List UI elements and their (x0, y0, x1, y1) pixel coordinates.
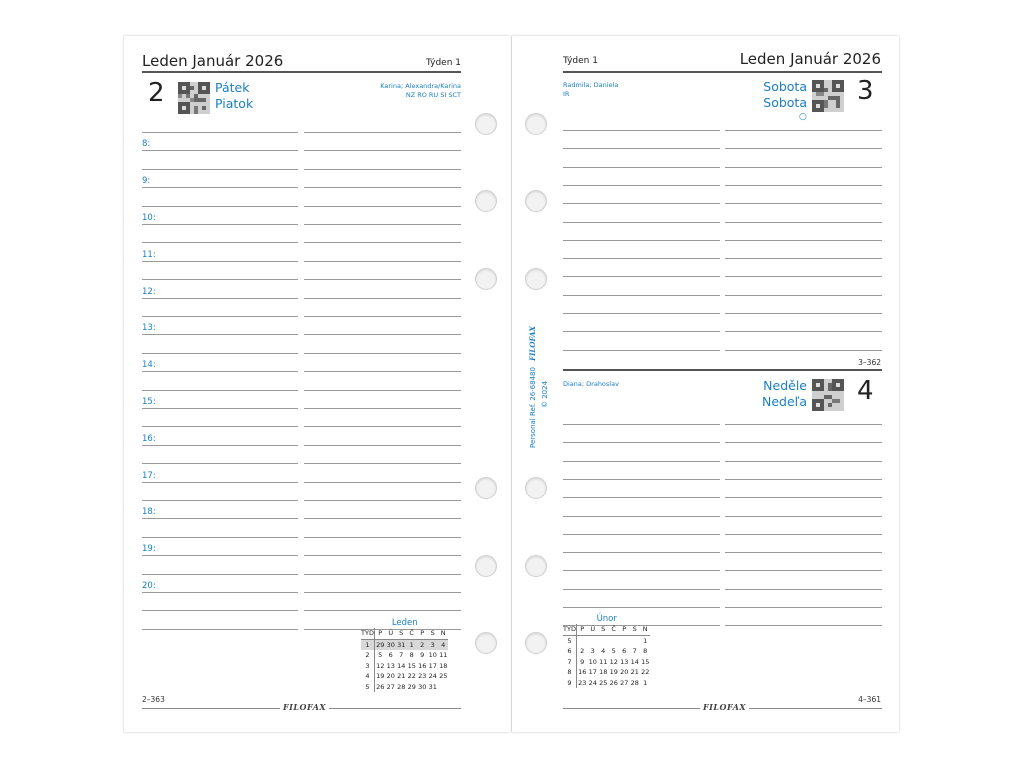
writing-line[interactable] (142, 242, 298, 243)
mini-calendar-day: 30 (418, 682, 427, 691)
name-days: Karina; Alexandra/Karina (380, 82, 461, 90)
hour-label: 8: (142, 139, 151, 149)
writing-line[interactable] (725, 130, 882, 131)
writing-line[interactable] (304, 463, 461, 464)
mini-calendar-day: 6 (388, 651, 393, 660)
mini-calendar-week: 8 (563, 667, 576, 678)
writing-line[interactable] (142, 426, 298, 427)
sunday-name-sk: Nedeľa (761, 394, 807, 409)
mini-calendar-week: 2 (361, 650, 374, 661)
mini-calendar-header: Ú (385, 628, 396, 639)
writing-line[interactable] (304, 445, 461, 446)
week-label: Týden 1 (426, 58, 461, 68)
writing-line[interactable] (304, 500, 461, 501)
writing-line[interactable] (304, 390, 461, 391)
writing-line[interactable] (725, 516, 882, 517)
mini-calendar-header: N (640, 624, 651, 635)
mini-calendar-day: 17 (588, 668, 597, 677)
mini-calendar-grid (563, 624, 650, 688)
mini-calendar-week: 7 (563, 657, 576, 668)
writing-line[interactable] (304, 555, 461, 556)
writing-line[interactable] (725, 276, 882, 277)
hour-label: 17: (142, 471, 156, 481)
writing-line[interactable] (563, 240, 720, 241)
mini-calendar-day (587, 635, 598, 646)
filofax-logo: FILOFAX (280, 702, 329, 712)
mini-calendar-week: 9 (563, 678, 576, 689)
spine-ref: Personal Ref. 26-68480 (529, 367, 537, 448)
mini-calendar-day: 24 (588, 678, 597, 687)
writing-line[interactable] (142, 150, 298, 151)
ring-hole (525, 555, 547, 577)
writing-line[interactable] (142, 132, 298, 133)
writing-line[interactable] (563, 276, 720, 277)
writing-line[interactable] (725, 424, 882, 425)
mini-calendar-day: 26 (376, 682, 385, 691)
writing-line[interactable] (304, 426, 461, 427)
writing-line[interactable] (563, 516, 720, 517)
writing-line[interactable] (142, 353, 298, 354)
mini-calendar-day (629, 635, 640, 646)
writing-line[interactable] (563, 479, 720, 480)
writing-line[interactable] (725, 552, 882, 553)
mini-calendar-header: S (427, 628, 438, 639)
writing-line[interactable] (563, 185, 720, 186)
writing-line[interactable] (725, 203, 882, 204)
mini-calendar-day: 28 (630, 678, 639, 687)
mini-calendar-day: 3 (590, 647, 595, 656)
writing-line[interactable] (142, 279, 298, 280)
ring-hole (475, 555, 497, 577)
writing-line[interactable] (304, 206, 461, 207)
mini-calendar-week: 3 (361, 661, 374, 672)
ring-hole (475, 190, 497, 212)
saturday-page-number: 3–362 (858, 358, 881, 367)
country-holidays: NZ RO RU SI SCT (405, 91, 461, 99)
mini-calendar-month: Únor (596, 614, 617, 624)
mini-calendar-day: 23 (418, 672, 427, 681)
left-page (124, 36, 511, 732)
writing-line[interactable] (563, 130, 720, 131)
mini-calendar-week: 4 (361, 671, 374, 682)
week-label: Týden 1 (563, 56, 598, 66)
mini-calendar-header: Č (406, 628, 417, 639)
day-separator-rule (563, 369, 882, 371)
qr-code-icon (178, 82, 210, 114)
writing-line[interactable] (725, 589, 882, 590)
mini-calendar-day: 1 (406, 639, 417, 650)
mini-calendar-day: 6 (622, 647, 627, 656)
writing-line[interactable] (304, 574, 461, 575)
ring-hole (525, 268, 547, 290)
mini-calendar-day: 26 (609, 678, 618, 687)
qr-code-icon (812, 379, 844, 411)
writing-line[interactable] (304, 150, 461, 151)
mini-calendar-day: 7 (632, 647, 637, 656)
writing-line[interactable] (725, 167, 882, 168)
header-rule (142, 71, 461, 73)
page-number: 2–363 (142, 695, 165, 704)
mini-calendar-day: 30 (386, 640, 395, 649)
mini-calendar-day: 15 (641, 657, 650, 666)
writing-line[interactable] (725, 258, 882, 259)
mini-calendar-day: 11 (599, 657, 608, 666)
writing-line[interactable] (304, 316, 461, 317)
mini-calendar-day: 24 (428, 672, 437, 681)
saturday-name-cz: Sobota (763, 79, 807, 94)
mini-calendar-day: 23 (578, 678, 587, 687)
sunday-day-number: 4 (857, 376, 874, 406)
mini-calendar-day: 19 (376, 672, 385, 681)
writing-line[interactable] (142, 500, 298, 501)
mini-calendar-day: 5 (378, 651, 383, 660)
writing-line[interactable] (142, 169, 298, 170)
spine-logo: FILOFAX (528, 326, 537, 361)
writing-line[interactable] (725, 222, 882, 223)
writing-line[interactable] (304, 224, 461, 225)
mini-calendar-day: 14 (630, 657, 639, 666)
mini-calendar-day: 11 (439, 651, 448, 660)
mini-calendar-day: 16 (418, 661, 427, 670)
writing-line[interactable] (142, 224, 298, 225)
saturday-name-sk: Sobota (763, 95, 807, 110)
mini-calendar-header: TÝD (563, 625, 576, 634)
spine-imprint (528, 326, 537, 448)
writing-line[interactable] (563, 461, 720, 462)
mini-calendar-day: 13 (386, 661, 395, 670)
mini-calendar-week: 5 (361, 682, 374, 693)
mini-calendar-day: 19 (609, 668, 618, 677)
writing-line[interactable] (142, 592, 298, 593)
writing-line[interactable] (142, 187, 298, 188)
writing-line[interactable] (142, 316, 298, 317)
writing-line[interactable] (142, 390, 298, 391)
mini-calendar-day (598, 635, 609, 646)
qr-code-icon (812, 80, 844, 112)
hour-label: 13: (142, 323, 156, 333)
writing-line[interactable] (563, 350, 720, 351)
writing-line[interactable] (725, 313, 882, 314)
writing-line[interactable] (304, 261, 461, 262)
writing-line[interactable] (563, 148, 720, 149)
day-number: 2 (148, 78, 165, 108)
writing-line[interactable] (304, 279, 461, 280)
hour-label: 15: (142, 397, 156, 407)
mini-calendar-february (563, 614, 650, 688)
hour-label: 14: (142, 360, 156, 370)
writing-line[interactable] (563, 497, 720, 498)
mini-calendar-day: 20 (386, 672, 395, 681)
ring-hole (475, 632, 497, 654)
mini-calendar-day: 1 (643, 636, 648, 645)
mini-calendar-day: 9 (420, 651, 425, 660)
ring-hole (475, 477, 497, 499)
mini-calendar-day: 4 (438, 639, 449, 650)
writing-line[interactable] (142, 261, 298, 262)
mini-calendar-week: 1 (361, 639, 374, 650)
writing-line[interactable] (563, 331, 720, 332)
writing-line[interactable] (725, 185, 882, 186)
mini-calendar-grid (361, 628, 448, 692)
mini-calendar-day: 12 (609, 657, 618, 666)
writing-line[interactable] (563, 222, 720, 223)
page-title: Leden Január 2026 (739, 50, 881, 68)
saturday-day-number: 3 (857, 76, 874, 106)
hour-label: 9: (142, 176, 151, 186)
mini-calendar-day: 21 (630, 668, 639, 677)
writing-line[interactable] (304, 242, 461, 243)
mini-calendar-day: 15 (407, 661, 416, 670)
writing-line[interactable] (304, 518, 461, 519)
hour-label: 16: (142, 434, 156, 444)
mini-calendar-day: 22 (641, 668, 650, 677)
writing-line[interactable] (725, 350, 882, 351)
mini-calendar-day: 16 (578, 668, 587, 677)
mini-calendar-day: 27 (620, 678, 629, 687)
mini-calendar-day (576, 635, 587, 646)
mini-calendar-day: 3 (427, 639, 438, 650)
mini-calendar-day: 17 (428, 661, 437, 670)
writing-line[interactable] (304, 132, 461, 133)
mini-calendar-day: 2 (417, 639, 428, 650)
mini-calendar-header: S (396, 628, 407, 639)
writing-line[interactable] (725, 461, 882, 462)
writing-line[interactable] (142, 445, 298, 446)
mini-calendar-day: 28 (397, 682, 406, 691)
sunday-name-days: Diana; Drahoslav (563, 380, 619, 388)
writing-line[interactable] (563, 424, 720, 425)
day-name-cz: Pátek (215, 80, 250, 95)
writing-line[interactable] (725, 479, 882, 480)
writing-line[interactable] (142, 206, 298, 207)
mini-calendar-day: 29 (407, 682, 416, 691)
writing-line[interactable] (563, 552, 720, 553)
mini-calendar-day: 10 (428, 651, 437, 660)
day-name-sk: Piatok (215, 96, 254, 111)
mini-calendar-day: 22 (407, 672, 416, 681)
ring-hole (525, 113, 547, 135)
mini-calendar-january (361, 618, 448, 692)
writing-line[interactable] (725, 570, 882, 571)
writing-line[interactable] (563, 258, 720, 259)
mini-calendar-day: 25 (599, 678, 608, 687)
writing-line[interactable] (563, 295, 720, 296)
writing-line[interactable] (725, 295, 882, 296)
writing-line[interactable] (725, 148, 882, 149)
saturday-name-days: Radmila; Daniela (563, 81, 619, 89)
right-page (512, 36, 899, 732)
mini-calendar-header: N (438, 628, 449, 639)
mini-calendar-header: P (374, 628, 385, 639)
hour-label: 19: (142, 544, 156, 554)
mini-calendar-day: 20 (620, 668, 629, 677)
mini-calendar-day: 2 (580, 647, 585, 656)
ring-hole (525, 477, 547, 499)
writing-line[interactable] (142, 371, 298, 372)
writing-line[interactable] (563, 570, 720, 571)
writing-line[interactable] (304, 353, 461, 354)
hour-label: 12: (142, 287, 156, 297)
writing-line[interactable] (142, 334, 298, 335)
writing-line[interactable] (563, 534, 720, 535)
mini-calendar-day: 10 (588, 657, 597, 666)
header-rule (563, 71, 882, 73)
writing-line[interactable] (563, 313, 720, 314)
mini-calendar-day: 8 (409, 651, 414, 660)
writing-line[interactable] (304, 169, 461, 170)
writing-line[interactable] (142, 298, 298, 299)
mini-calendar-day: 18 (599, 668, 608, 677)
mini-calendar-header: Ú (587, 624, 598, 635)
mini-calendar-week: 5 (563, 635, 576, 646)
page-title: Leden Január 2026 (142, 52, 284, 70)
mini-calendar-month: Leden (391, 618, 418, 628)
mini-calendar-day: 18 (439, 661, 448, 670)
hour-label: 11: (142, 250, 156, 260)
mini-calendar-header: S (629, 624, 640, 635)
writing-line[interactable] (304, 334, 461, 335)
writing-line[interactable] (725, 331, 882, 332)
writing-line[interactable] (304, 610, 461, 611)
mini-calendar-day: 13 (620, 657, 629, 666)
hour-label: 18: (142, 507, 156, 517)
mini-calendar-header: P (619, 624, 630, 635)
mini-calendar-day: 14 (397, 661, 406, 670)
writing-line[interactable] (725, 534, 882, 535)
moon-phase-icon: ○ (799, 112, 807, 122)
writing-line[interactable] (304, 371, 461, 372)
mini-calendar-day: 9 (580, 657, 585, 666)
ring-hole (525, 190, 547, 212)
writing-line[interactable] (304, 298, 461, 299)
mini-calendar-week: 6 (563, 646, 576, 657)
hour-label: 20: (142, 581, 156, 591)
mini-calendar-day: 5 (611, 647, 616, 656)
ring-hole (525, 632, 547, 654)
writing-line[interactable] (304, 592, 461, 593)
mini-calendar-day: 8 (643, 647, 648, 656)
writing-line[interactable] (304, 482, 461, 483)
writing-line[interactable] (142, 555, 298, 556)
writing-line[interactable] (563, 442, 720, 443)
writing-line[interactable] (725, 240, 882, 241)
mini-calendar-day: 12 (376, 661, 385, 670)
mini-calendar-header: Č (608, 624, 619, 635)
writing-line[interactable] (563, 589, 720, 590)
mini-calendar-day (619, 635, 630, 646)
page-number: 4–361 (858, 695, 881, 704)
mini-calendar-day: 4 (601, 647, 606, 656)
mini-calendar-header: P (576, 624, 587, 635)
ring-hole (475, 113, 497, 135)
writing-line[interactable] (142, 463, 298, 464)
mini-calendar-day: 27 (386, 682, 395, 691)
writing-line[interactable] (725, 607, 882, 608)
mini-calendar-header: S (598, 624, 609, 635)
writing-line[interactable] (142, 518, 298, 519)
sunday-name-cz: Neděle (763, 378, 807, 393)
mini-calendar-header: P (417, 628, 428, 639)
writing-line[interactable] (142, 408, 298, 409)
mini-calendar-day (438, 682, 449, 693)
mini-calendar-day: 7 (399, 651, 404, 660)
writing-line[interactable] (563, 607, 720, 608)
mini-calendar-day: 29 (376, 640, 385, 649)
mini-calendar-day (608, 635, 619, 646)
ring-hole (475, 268, 497, 290)
writing-line[interactable] (142, 482, 298, 483)
mini-calendar-header: TÝD (361, 629, 374, 638)
mini-calendar-day: 21 (397, 672, 406, 681)
mini-calendar-day: 31 (428, 682, 437, 691)
writing-line[interactable] (304, 408, 461, 409)
saturday-countries: IR (563, 90, 570, 98)
hour-label: 10: (142, 213, 156, 223)
mini-calendar-day: 25 (439, 672, 448, 681)
mini-calendar-day: 31 (397, 640, 406, 649)
writing-line[interactable] (142, 610, 298, 611)
spine-copyright: © 2024 (541, 380, 549, 408)
mini-calendar-day: 1 (643, 678, 648, 687)
writing-line[interactable] (304, 187, 461, 188)
writing-line[interactable] (725, 497, 882, 498)
writing-line[interactable] (725, 442, 882, 443)
writing-line[interactable] (563, 203, 720, 204)
writing-line[interactable] (142, 629, 298, 630)
filofax-logo: FILOFAX (700, 702, 749, 712)
writing-line[interactable] (142, 537, 298, 538)
writing-line[interactable] (304, 537, 461, 538)
writing-line[interactable] (563, 167, 720, 168)
writing-line[interactable] (142, 574, 298, 575)
writing-line[interactable] (725, 625, 882, 626)
